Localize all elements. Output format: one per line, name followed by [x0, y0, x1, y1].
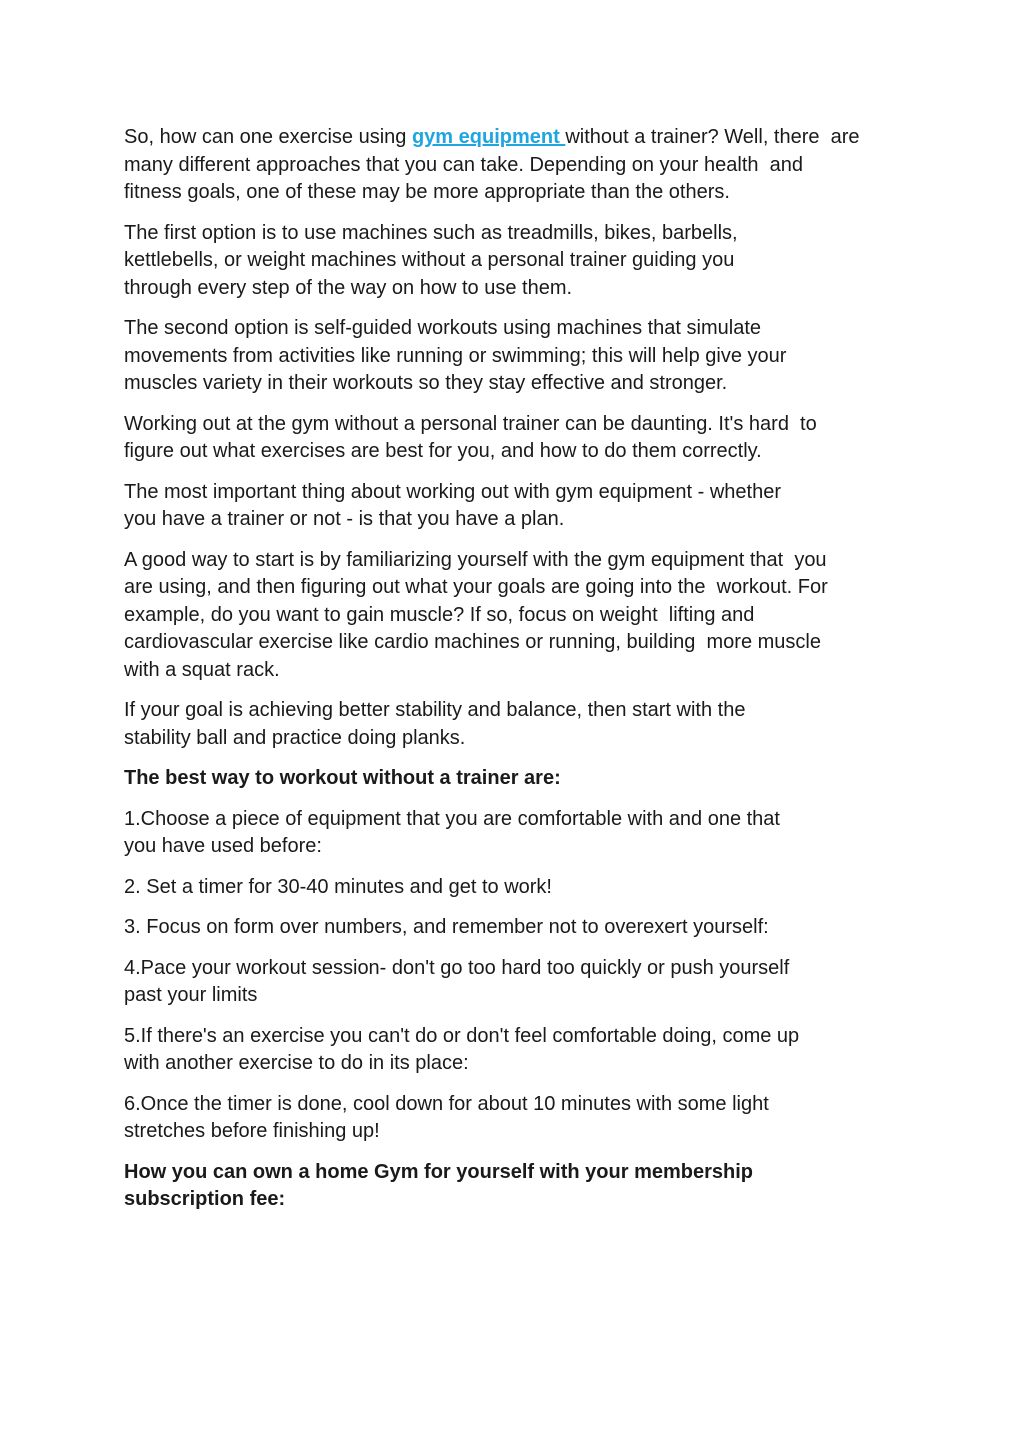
text-line [124, 124, 900, 152]
text-line: are using, and then figuring out what your goals are going into the workout. For [124, 576, 828, 598]
paragraph [124, 124, 900, 207]
text-line: subscription fee: [124, 1188, 286, 1210]
document-body [124, 124, 900, 1214]
text-line: past your limits [124, 984, 258, 1006]
text-line: you have a trainer or not - is that you have a plan. [124, 508, 565, 530]
text-line: with another exercise to do in its place: [124, 1052, 469, 1074]
text-segment: So, how can one exercise using [124, 126, 412, 148]
paragraph [124, 479, 900, 534]
paragraph [124, 874, 900, 902]
text-line: figure out what exercises are best for you, and how to do them correctly. [124, 440, 762, 462]
paragraph [124, 220, 900, 303]
text-line: A good way to start is by familiarizing yourself with the gym equipment that you [124, 548, 827, 571]
paragraph [124, 411, 900, 466]
text-line: through every step of the way on how to use them. [124, 276, 573, 299]
text-line: cardiovascular exercise like cardio machines or running, building more muscle [124, 631, 821, 653]
text-line: How you can own a home Gym for yourself with your membership [124, 1160, 753, 1183]
paragraph [124, 1091, 900, 1146]
text-line: fitness goals, one of these may be more appropriate than the others. [124, 181, 730, 203]
text-line: muscles variety in their workouts so they stay effective and stronger. [124, 372, 728, 394]
text-line: The second option is self-guided workouts using machines that simulate [124, 317, 762, 339]
text-line: Working out at the gym without a personal trainer can be daunting. It's hard to [124, 412, 817, 435]
text-line: If your goal is achieving better stability and balance, then start with the [124, 699, 746, 721]
text-line: stability ball and practice doing planks. [124, 726, 466, 749]
section-heading [124, 1159, 900, 1214]
text-line: movements from activities like running or swimming; this will help give your [124, 344, 787, 367]
text-line: The first option is to use machines such as treadmills, bikes, barbells, [124, 221, 738, 244]
text-line: 3. Focus on form over numbers, and remember not to overexert yourself: [124, 916, 769, 938]
paragraph [124, 1023, 900, 1078]
text-line: kettlebells, or weight machines without a personal trainer guiding you [124, 249, 735, 271]
paragraph [124, 697, 900, 752]
paragraph [124, 914, 900, 942]
paragraph [124, 315, 900, 398]
section-heading [124, 765, 900, 793]
text-line: 2. Set a timer for 30-40 minutes and get to work! [124, 875, 552, 898]
text-line: you have used before: [124, 835, 322, 857]
text-line: 6.Once the timer is done, cool down for about 10 minutes with some light [124, 1092, 769, 1115]
text-line: example, do you want to gain muscle? If so, focus on weight lifting and [124, 603, 755, 626]
text-line: with a squat rack. [124, 658, 280, 681]
text-line: 1.Choose a piece of equipment that you are comfortable with and one that [124, 807, 780, 830]
paragraph [124, 547, 900, 685]
text-line: 4.Pace your workout session- don't go too hard too quickly or push yourself [124, 956, 790, 979]
text-line: stretches before finishing up! [124, 1120, 380, 1142]
text-line: many different approaches that you can take. Depending on your health and [124, 153, 803, 176]
text-line: 5.If there's an exercise you can't do or don't feel comfortable doing, come up [124, 1024, 800, 1047]
paragraph [124, 806, 900, 861]
gym-equipment-link[interactable]: gym equipment [411, 126, 566, 148]
text-line: The most important thing about working out with gym equipment - whether [124, 480, 781, 503]
text-segment: without a trainer? Well, there are [565, 126, 860, 148]
paragraph [124, 955, 900, 1010]
text-line: The best way to workout without a trainer are: [124, 767, 561, 789]
